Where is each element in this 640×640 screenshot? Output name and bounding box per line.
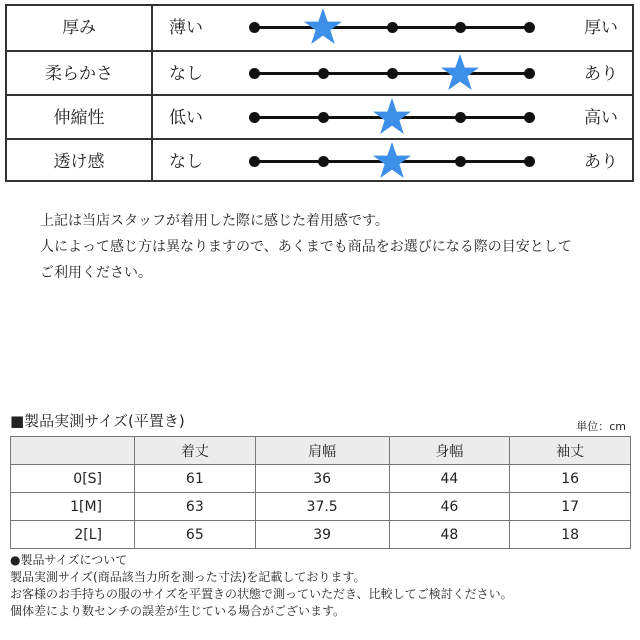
rating-scale-line bbox=[254, 160, 529, 163]
rating-star-icon bbox=[440, 53, 480, 93]
size-value: 61 bbox=[135, 465, 256, 493]
feel-row bbox=[7, 94, 632, 140]
rating-scale-line bbox=[254, 26, 529, 29]
table-row bbox=[11, 521, 631, 549]
scale-min-label: 薄い bbox=[169, 18, 203, 38]
scale-dot bbox=[249, 112, 260, 123]
footnote-line: 製品実測サイズ(商品該当力所を測った寸法)を記載しております。 bbox=[10, 570, 366, 584]
scale-dot bbox=[455, 112, 466, 123]
rating-scale-line bbox=[254, 116, 529, 119]
feel-table bbox=[5, 4, 634, 182]
scale-dot bbox=[249, 68, 260, 79]
size-table bbox=[10, 436, 631, 549]
col-header-shoulder: 肩幅 bbox=[255, 437, 389, 465]
scale-dot bbox=[524, 112, 535, 123]
scale-min-label: なし bbox=[169, 64, 203, 84]
feel-row bbox=[7, 50, 632, 96]
scale-min-label: なし bbox=[169, 152, 203, 172]
scale-max-label: 高い bbox=[584, 108, 618, 128]
size-value: 36 bbox=[255, 465, 389, 493]
size-value: 46 bbox=[389, 493, 510, 521]
scale-max-label: あり bbox=[584, 152, 618, 172]
size-table-header bbox=[11, 437, 631, 465]
size-section-title: ■製品実測サイズ(平置き) bbox=[10, 412, 185, 430]
size-table-corner bbox=[11, 437, 135, 465]
scale-dot bbox=[455, 22, 466, 33]
table-row bbox=[11, 465, 631, 493]
note-line-3: ご利用ください。 bbox=[40, 265, 152, 281]
feel-row bbox=[7, 6, 632, 50]
footnote-line: お客様のお手持ちの服のサイズを平置きの状態で測っていただき、比較してご検討ください。 bbox=[10, 587, 513, 601]
size-value: 17 bbox=[510, 493, 631, 521]
scale-min-label: 低い bbox=[169, 108, 203, 128]
scale-dot bbox=[387, 68, 398, 79]
note-line-2: 人によって感じ方は異なりますので、あくまでも商品をお選びになる際の目安として bbox=[40, 239, 572, 255]
feel-row-label: 伸縮性 bbox=[53, 108, 105, 128]
scale-dot bbox=[318, 112, 329, 123]
scale-dot bbox=[524, 156, 535, 167]
size-value: 65 bbox=[135, 521, 256, 549]
footnote-heading: ●製品サイズについて bbox=[10, 553, 128, 567]
note-line-1: 上記は当店スタッフが着用した際に感じた着用感です。 bbox=[40, 213, 389, 229]
scale-dot bbox=[249, 22, 260, 33]
size-value: 16 bbox=[510, 465, 631, 493]
feel-row-label: 厚み bbox=[62, 18, 96, 38]
rating-star-icon bbox=[372, 97, 412, 137]
col-header-sleeve: 袖丈 bbox=[510, 437, 631, 465]
col-header-chest: 身幅 bbox=[389, 437, 510, 465]
size-label: 1[M] bbox=[11, 493, 135, 521]
size-unit: 単位：cm bbox=[576, 420, 626, 433]
rating-star-icon bbox=[372, 141, 412, 181]
size-value: 18 bbox=[510, 521, 631, 549]
rating-star-icon bbox=[303, 7, 343, 47]
scale-max-label: 厚い bbox=[584, 18, 618, 38]
scale-dot bbox=[524, 68, 535, 79]
size-value: 48 bbox=[389, 521, 510, 549]
feel-row-label: 透け感 bbox=[53, 152, 105, 172]
size-value: 39 bbox=[255, 521, 389, 549]
scale-dot bbox=[524, 22, 535, 33]
footnote-line: 個体差により数センチの誤差が生じている場合がございます。 bbox=[10, 604, 346, 618]
scale-dot bbox=[249, 156, 260, 167]
size-label: 2[L] bbox=[11, 521, 135, 549]
col-header-length: 着丈 bbox=[135, 437, 256, 465]
size-footnotes bbox=[10, 552, 513, 620]
feel-row bbox=[7, 138, 632, 184]
table-row bbox=[11, 493, 631, 521]
scale-dot bbox=[387, 22, 398, 33]
size-value: 63 bbox=[135, 493, 256, 521]
scale-dot bbox=[318, 156, 329, 167]
size-value: 44 bbox=[389, 465, 510, 493]
scale-max-label: あり bbox=[584, 64, 618, 84]
size-label: 0[S] bbox=[11, 465, 135, 493]
size-value: 37.5 bbox=[255, 493, 389, 521]
feel-row-label: 柔らかさ bbox=[45, 64, 113, 84]
rating-scale-line bbox=[254, 72, 529, 75]
scale-dot bbox=[318, 68, 329, 79]
scale-dot bbox=[455, 156, 466, 167]
feel-note bbox=[40, 208, 620, 286]
